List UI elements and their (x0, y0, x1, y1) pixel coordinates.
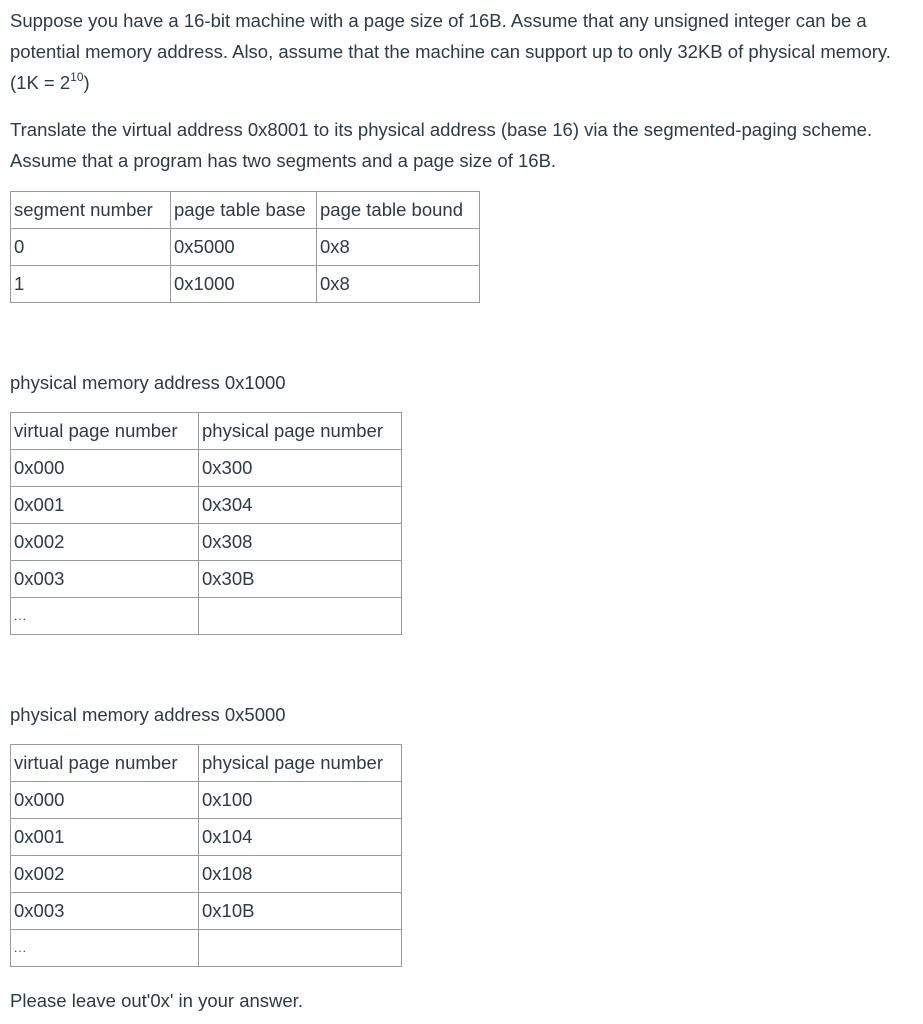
table-header-row (11, 413, 402, 450)
table-cell: 0x300 (199, 450, 402, 487)
header-physical-page-number: physical page number (199, 413, 402, 450)
table-cell: 0x003 (11, 893, 199, 930)
table-header-row (11, 192, 480, 229)
table-cell (199, 598, 402, 635)
header-page-table-base: page table base (171, 192, 317, 229)
table-cell: 0x001 (11, 819, 199, 856)
table-row (11, 819, 402, 856)
page-table-2 (10, 744, 402, 967)
table-row (11, 930, 402, 967)
translate-paragraph: Translate the virtual address 0x8001 to its physical address (base 16) via the segmented-paging scheme. Assume that a program has two segments and a page size of 16B. (10, 119, 887, 171)
table-header-row (11, 745, 402, 782)
table-cell: 0x003 (11, 561, 199, 598)
table-row (11, 782, 402, 819)
table-cell: 0x002 (11, 524, 199, 561)
table-cell: 0x000 (11, 782, 199, 819)
table-cell: 0x104 (199, 819, 402, 856)
table-row (11, 893, 402, 930)
page-table-1-caption: physical memory address 0x1000 (10, 372, 286, 393)
table-cell: 0x000 (11, 450, 199, 487)
table-cell: 0x5000 (171, 229, 317, 266)
table-cell: 0x8 (317, 229, 480, 266)
header-virtual-page-number: virtual page number (11, 745, 199, 782)
table-row (11, 856, 402, 893)
header-physical-page-number: physical page number (199, 745, 402, 782)
header-segment-number: segment number (11, 192, 171, 229)
table-row (11, 524, 402, 561)
table-cell: 0x001 (11, 487, 199, 524)
table-cell (199, 930, 402, 967)
table-cell: 0x30B (199, 561, 402, 598)
table-cell: 0x108 (199, 856, 402, 893)
table-cell-ellipsis: ... (11, 598, 199, 635)
intro-paragraph (10, 5, 915, 98)
table-cell-ellipsis: ... (11, 930, 199, 967)
table-row (11, 598, 402, 635)
table-row (11, 229, 480, 266)
intro-text-end: ) (83, 72, 90, 93)
table-cell: 0x308 (199, 524, 402, 561)
table-cell: 0x100 (199, 782, 402, 819)
answer-note: Please leave out'0x' in your answer. (10, 990, 303, 1011)
table-row (11, 561, 402, 598)
table-cell: 0x8 (317, 266, 480, 303)
segment-table (10, 191, 480, 303)
intro-text: Suppose you have a 16-bit machine with a page size of 16B. Assume that any unsigned integer can be a potential memory address. Also, assume that the machine can support up to only 32KB of physical memory. (1K = 2 (10, 10, 891, 93)
table-cell: 0x002 (11, 856, 199, 893)
header-virtual-page-number: virtual page number (11, 413, 199, 450)
table-row (11, 450, 402, 487)
intro-exponent: 10 (70, 69, 84, 84)
table-row (11, 266, 480, 303)
table-cell: 0x1000 (171, 266, 317, 303)
table-row (11, 487, 402, 524)
header-page-table-bound: page table bound (317, 192, 480, 229)
table-cell: 1 (11, 266, 171, 303)
table-cell: 0x10B (199, 893, 402, 930)
table-cell: 0 (11, 229, 171, 266)
table-cell: 0x304 (199, 487, 402, 524)
page-table-1 (10, 412, 402, 635)
page-table-2-caption: physical memory address 0x5000 (10, 704, 286, 725)
